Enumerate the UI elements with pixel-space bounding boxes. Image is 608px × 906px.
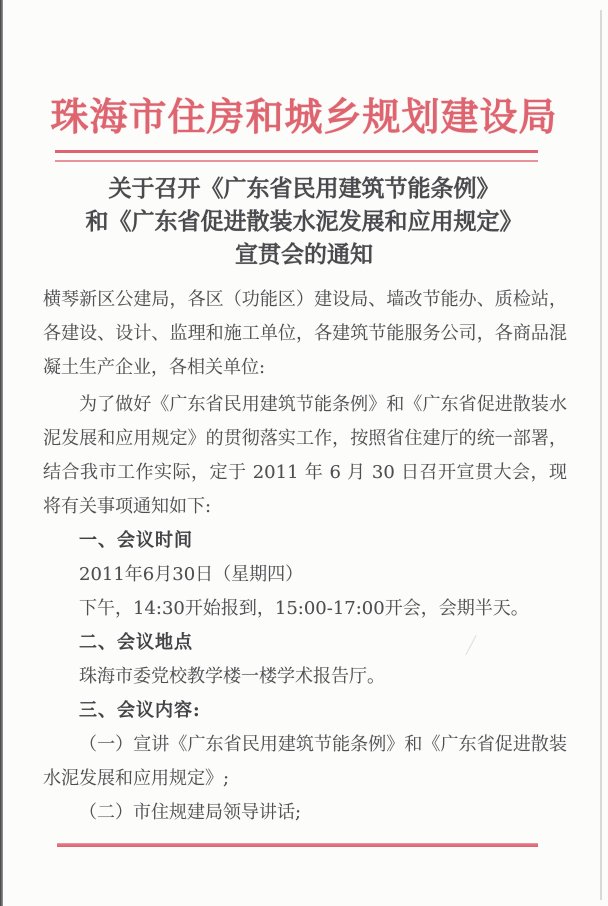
document-title-line-1: 关于召开《广东省民用建筑节能条例》 xyxy=(108,175,500,202)
section-2-item-1: 珠海市委党校教学楼一楼学术报告厅。 xyxy=(79,666,385,687)
intro-paragraph: 为了做好《广东省民用建筑节能条例》和《广东省促进散装水泥发展和应用规定》的贯彻落实工作，按照省住建厅的统一部署，结合我市工作实际，定于 2011 年 6 月 30 日召开宣贯大会，现将有关事项通知如下: xyxy=(43,394,567,517)
section-3-item-2: （二）市住规建局领导讲话; xyxy=(79,802,302,823)
footer-rule xyxy=(57,843,538,847)
document-title xyxy=(30,172,578,271)
section-1-item-2: 下午，14:30开始报到，15:00-17:00开会，会期半天。 xyxy=(79,598,529,619)
section-1-heading: 一、会议时间 xyxy=(79,530,193,551)
scan-right-edge xyxy=(600,10,602,900)
notice-body xyxy=(43,283,567,830)
document-title-line-2: 和《广东省促进散装水泥发展和应用规定》 xyxy=(85,208,523,235)
section-2-heading: 二、会议地点 xyxy=(79,632,193,653)
section-3-item-1: （一）宣讲《广东省民用建筑节能条例》和《广东省促进散装水泥发展和应用规定》; xyxy=(43,734,567,789)
section-3-heading: 三、会议内容: xyxy=(79,700,201,721)
letterhead-agency-name: 珠海市住房和城乡规划建设局 xyxy=(50,94,558,139)
document-title-line-3: 宣贯会的通知 xyxy=(235,241,373,268)
recipients-paragraph: 横琴新区公建局，各区（功能区）建设局、墙改节能办、质检站，各建设、设计、监理和施工单位，各建筑节能服务公司，各商品混凝土生产企业，各相关单位: xyxy=(43,289,567,378)
letterhead-double-rule xyxy=(55,150,538,162)
section-1-item-1: 2011年6月30日（星期四） xyxy=(79,564,304,585)
